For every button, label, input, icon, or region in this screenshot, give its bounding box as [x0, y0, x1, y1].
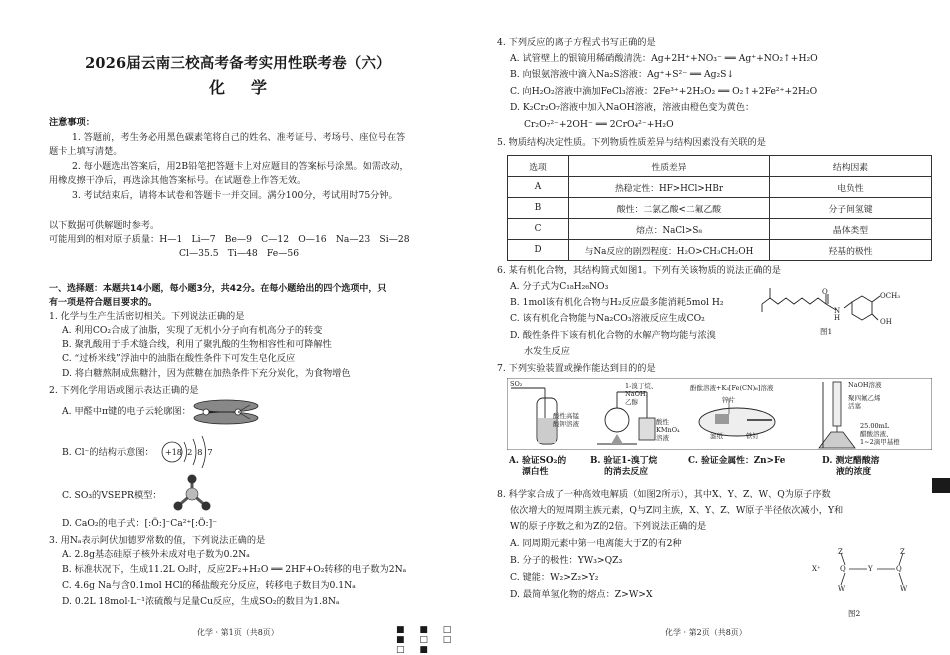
fig1-label-och3: OCH₃: [880, 292, 901, 300]
footer-left-page: 化学 · 第1页（共8页）: [197, 628, 279, 637]
footer-marker-squares: ■ ■ □ ■ □ □ □ ■: [396, 625, 458, 655]
q7-a-gas-label: SO₂: [510, 380, 523, 388]
figure2-caption: 图2: [848, 609, 861, 618]
notice-line: 2. 每小题选出答案后，用2B铅笔把答题卡上对应题目的答案标号涂黑。如需改动，: [72, 161, 409, 172]
figure1-caption: 图1: [820, 327, 833, 336]
q4-option-b: B. 向银氨溶液中滴入Na₂S溶液：Ag⁺+S²⁻ ══ Ag₂S↓: [510, 69, 735, 80]
fig1-label-o: O: [822, 288, 828, 296]
q7-c-paper-label: 滤纸: [710, 432, 723, 440]
q4-option-c: C. 向H₂O₂溶液中滴加FeCl₃溶液：2Fe³⁺+2H₂O₂ ══ O₂↑+2Fe²⁺+2H₂O: [510, 86, 818, 97]
pi-bond-orbital-figure: [188, 397, 268, 427]
q4-option-a: A. 试管壁上的银镜用稀硝酸清洗：Ag+2H⁺+NO₃⁻ ══ Ag⁺+NO₂↑+H₂O: [510, 53, 818, 64]
q6-option-c: C. 该有机化合物能与Na₂CO₃溶液反应生成CO₂: [510, 313, 705, 324]
footer-right-page: 化学 · 第2页（共8页）: [665, 628, 747, 637]
q1-option-d: D. 将白糖熬制成焦糖汁，因为蔗糖在加热条件下充分炭化，为食物增色: [62, 368, 351, 379]
q7-d-solution-label: 25.00mL: [860, 422, 890, 430]
fig2-w-label: W: [900, 585, 908, 593]
q6-option-d-cont: 水发生反应: [524, 346, 570, 357]
table-header-row: [508, 156, 932, 177]
q7-d-caption: 液的浓度: [836, 467, 872, 477]
table-row: [508, 219, 932, 240]
notice-line: 3. 考试结束后，请将本试卷和答题卡一并交回。满分100分，考试用时75分钟。: [72, 190, 398, 201]
q8-option-b: B. 分子的极性：YW₃>QZ₃: [510, 555, 623, 566]
notice-line: 题卡上填写清楚。: [49, 146, 123, 157]
table-cell: 分子间氢键: [770, 198, 932, 219]
table-cell: A: [508, 177, 569, 198]
q2-option-b: B. Cl⁻的结构示意图：: [62, 447, 154, 458]
data-ref-line: 以下数据可供解题时参考。: [49, 220, 160, 231]
table-cell: D: [508, 240, 569, 261]
q2-option-a: A. 甲醛中π键的电子云轮廓图：: [62, 406, 191, 417]
table-cell: B: [508, 198, 569, 219]
q7-b-reagent-label: NaOH、: [625, 390, 653, 398]
q3-stem: 3. 用Nₐ表示阿伏加德罗常数的值，下列说法正确的是: [49, 535, 266, 546]
q2-option-d: D. CaO₂的电子式：[:Ö:]⁻Ca²⁺[:Ö:]⁻: [62, 518, 218, 529]
q7-d-solution-label: 醋酸溶液、: [860, 430, 893, 438]
notice-line: 用橡皮擦干净后，再选涂其他答案标号。在试题卷上作答无效。: [49, 175, 307, 186]
table-header: 选项: [508, 156, 569, 177]
q7-d-valve-label: 聚四氟乙烯: [848, 394, 881, 402]
q6-option-b: B. 1mol该有机化合物与H₂反应最多能消耗5mol H₂: [510, 297, 724, 308]
q7-d-caption: D. 测定醋酸溶: [822, 456, 880, 466]
fig2-y-label: Y: [868, 565, 873, 573]
q7-stem: 7. 下列实验装置或操作能达到目的的是: [497, 363, 656, 374]
q7-a-caption: A. 验证SO₂的: [509, 456, 567, 466]
q7-c-caption: C. 验证金属性：Zn>Fe: [688, 456, 786, 466]
cl-nucleus-label: +18: [165, 448, 182, 457]
q5-stem: 5. 物质结构决定性质。下列物质性质差异与结构因素没有关联的是: [497, 137, 766, 148]
q7-b-reagent-label: 1-溴丁烷、: [625, 382, 658, 390]
q3-option-a: A. 2.8g基态硅原子核外未成对电子数为0.2Nₐ: [62, 549, 250, 560]
q7-b-solution-label: 溶液: [656, 434, 669, 442]
notice-line: 1. 答题前，考生务必用黑色碳素笔将自己的姓名、准考证号、考场号、座位号在答: [72, 132, 406, 143]
q7-b-caption: 的消去反应: [604, 467, 648, 477]
q1-option-a: A. 利用CO₂合成了油脂，实现了无机小分子向有机高分子的转变: [62, 325, 323, 336]
q7-a-solution-label: 酸性高锰: [553, 412, 579, 420]
table-row: [508, 240, 932, 261]
fig2-q-label: Q: [896, 565, 902, 573]
table-cell: C: [508, 219, 569, 240]
cl-shells-label: 2 8 7: [187, 448, 214, 458]
q8-stem: 8. 科学家合成了一种高效电解质（如图2所示），其中X、Y、Z、W、Q为原子序数: [497, 489, 831, 500]
table-header: 结构因素: [770, 156, 932, 177]
q1-stem: 1. 化学与生产生活密切相关。下列说法正确的是: [49, 311, 245, 322]
q6-stem: 6. 某有机化合物，其结构简式如图1。下列有关该物质的说法正确的是: [497, 265, 781, 276]
q4-stem: 4. 下列反应的离子方程式书写正确的是: [497, 37, 656, 48]
q6-option-a: A. 分子式为C₁₈H₂₆NO₃: [510, 281, 609, 292]
q8-stem: W的原子序数之和为Z的2倍。下列说法正确的是: [510, 521, 707, 532]
q7-d-valve-label: 活塞: [848, 402, 861, 410]
page-tab-marker: [932, 478, 950, 493]
q7-d-naoh-label: NaOH溶液: [848, 381, 882, 389]
table-cell: 熔点：NaCl>S₈: [569, 219, 770, 240]
data-ref-line: 可能用到的相对原子质量：H—1 Li—7 Be—9 C—12 O—16 Na—23 Si—28: [49, 234, 410, 245]
q3-option-c: C. 4.6g Na与含0.1mol HCl的稀盐酸充分反应，转移电子数目为0.1Nₐ: [62, 580, 356, 591]
table-cell: 电负性: [770, 177, 932, 198]
q3-option-d: D. 0.2L 18mol·L⁻¹浓硫酸与足量Cu反应，生成SO₂的数目为1.8Nₐ: [62, 596, 340, 607]
fig2-w-label: W: [838, 585, 846, 593]
notice-heading: 注意事项：: [49, 117, 95, 128]
section-heading: 一、选择题：本题共14小题，每小题3分，共42分。在每小题给出的四个选项中，只: [49, 284, 387, 294]
q5-table: [507, 155, 932, 261]
q3-option-b: B. 标准状况下，生成11.2L O₂时，反应2F₂+H₂O ══ 2HF+O₂转移的电子数为2Nₐ: [62, 564, 407, 575]
q8-stem: 依次增大的短周期主族元素，Q与Z同主族，X、Y、Z、W原子半径依次减小，Y和: [510, 505, 844, 516]
q8-option-c: C. 键能：W₂>Z₂>Y₂: [510, 572, 599, 583]
fig2-z-label: Z: [838, 548, 843, 556]
q7-b-caption: B. 验证1-溴丁烷: [590, 456, 658, 466]
q1-option-c: C. “过桥米线”浮油中的油脂在酸性条件下可发生皂化反应: [62, 353, 296, 364]
table-row: [508, 177, 932, 198]
q7-c-fe-label: 铁钉: [746, 432, 759, 440]
q7-c-zn-label: 锌片: [722, 396, 735, 404]
table-cell: 与Na反应的剧烈程度：H₂O>CH₃CH₂OH: [569, 240, 770, 261]
q6-option-d: D. 酸性条件下该有机化合物的水解产物均能与浓溴: [510, 330, 716, 341]
table-header: 性质差异: [569, 156, 770, 177]
q7-c-reagent-label: 酚酞溶液+K₃[Fe(CN)₆]溶液: [690, 384, 774, 392]
table-cell: 热稳定性：HF>HCl>HBr: [569, 177, 770, 198]
fig1-label-oh: OH: [880, 318, 892, 326]
fig2-x-label: X⁺: [812, 565, 821, 573]
table-row: [508, 198, 932, 219]
q4-option-d: D. K₂Cr₂O₇溶液中加入NaOH溶液，溶液由橙色变为黄色：: [510, 102, 755, 113]
table-cell: 酸性：二氯乙酸<二氟乙酸: [569, 198, 770, 219]
data-ref-line: Cl—35.5 Ti—48 Fe—56: [179, 248, 300, 259]
fig1-label-n: N: [834, 307, 841, 315]
q8-option-d: D. 最简单氢化物的熔点：Z>W>X: [510, 589, 653, 600]
q7-a-solution-label: 酸钾溶液: [553, 420, 579, 428]
fig2-q-label: Q: [840, 565, 846, 573]
table-cell: 晶体类型: [770, 219, 932, 240]
q2-stem: 2. 下列化学用语或图示表达正确的是: [49, 385, 199, 396]
q2-option-c: C. SO₃的VSEPR模型：: [62, 490, 162, 501]
fig1-label-h: H: [834, 314, 841, 322]
q7-b-solution-label: 酸性: [656, 418, 669, 426]
q7-b-solution-label: KMnO₄: [656, 426, 680, 434]
q4-option-d-equation: Cr₂O₇²⁻+2OH⁻ ══ 2CrO₄²⁻+H₂O: [524, 119, 674, 130]
q1-option-b: B. 聚乳酸用于手术缝合线，利用了聚乳酸的生物相容性和可降解性: [62, 339, 332, 350]
section-heading: 有一项是符合题目要求的。: [49, 298, 158, 308]
q7-a-caption: 漂白性: [522, 467, 549, 477]
so3-vsepr-model-figure: [172, 474, 212, 514]
q7-b-reagent-label: 乙醇: [625, 398, 638, 406]
q8-option-a: A. 同周期元素中第一电离能大于Z的有2种: [510, 538, 682, 549]
page-title: 2026届云南三校高考备考实用性联考卷（六）: [85, 55, 391, 72]
subject-title: 化学: [208, 78, 293, 97]
fig2-z-label: Z: [900, 548, 905, 556]
table-cell: 羟基的极性: [770, 240, 932, 261]
q7-d-solution-label: 1~2滴甲基橙: [860, 438, 900, 446]
